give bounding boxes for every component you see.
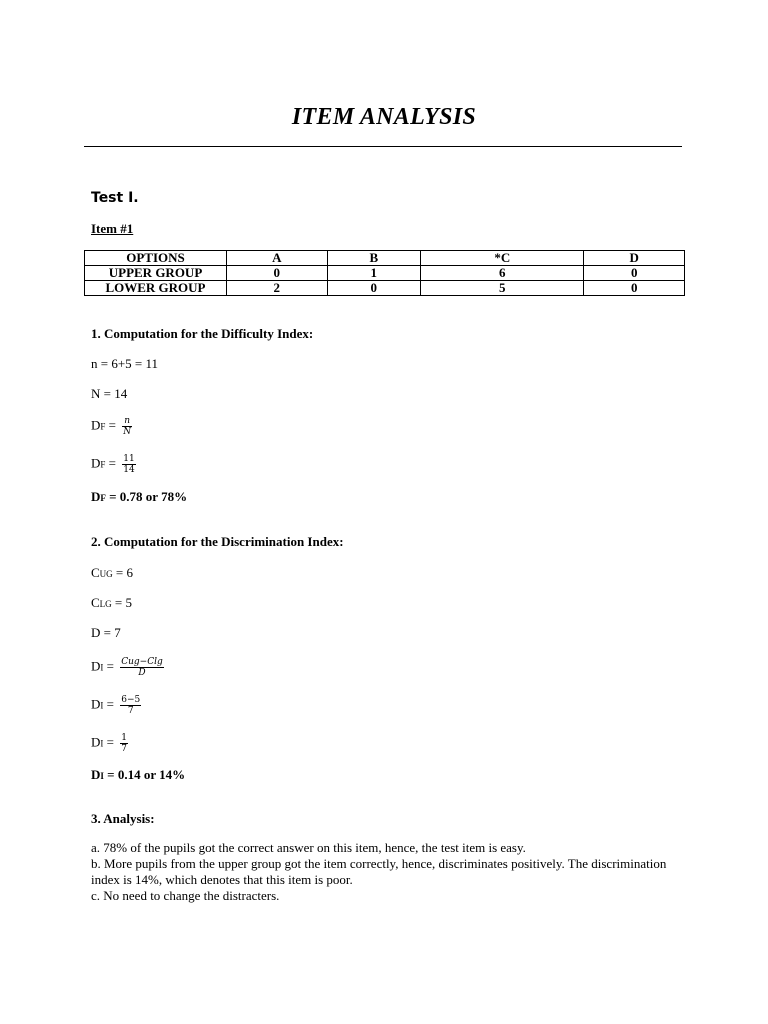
di-sub: I: [100, 700, 104, 711]
clg-value: = 5: [111, 595, 133, 610]
di-label: D: [91, 734, 101, 750]
di-result: [91, 767, 185, 784]
d-line: D = 7: [91, 625, 121, 640]
di-label: D: [91, 696, 101, 712]
df-formula: [91, 416, 132, 437]
analysis-body: [91, 840, 691, 904]
table-cell: 0: [584, 281, 685, 296]
di-label: D: [91, 658, 101, 674]
fraction: [122, 454, 135, 475]
equals: =: [103, 734, 114, 750]
equals: =: [105, 417, 116, 433]
table-row: [85, 281, 685, 296]
fraction: [120, 657, 164, 678]
numerator: 6−5: [121, 695, 141, 705]
table-cell: UPPER GROUP: [85, 266, 227, 281]
df-sub: F: [100, 493, 106, 503]
df-label: D: [91, 489, 101, 504]
document-title: ITEM ANALYSIS: [291, 104, 477, 130]
numerator: Cug−Clg: [121, 657, 163, 667]
table-header-row: [85, 251, 685, 266]
di-simplified: [91, 733, 128, 754]
fraction: [120, 695, 141, 716]
n-line: n = 6+5 = 11: [91, 356, 159, 371]
di-formula: [91, 657, 164, 678]
analysis-point-c: c. No need to change the distracters.: [91, 888, 280, 903]
numerator: 1: [121, 733, 127, 743]
difficulty-heading: 1. Computation for the Difficulty Index:: [91, 326, 314, 341]
table-cell: 0: [227, 266, 328, 281]
df-label: D: [91, 455, 101, 471]
di-sub: I: [100, 771, 104, 781]
cug-sub: UG: [99, 569, 113, 579]
equals: =: [105, 455, 116, 471]
df-sub: F: [100, 459, 106, 470]
title-divider: [84, 146, 682, 147]
N-line: N = 14: [91, 386, 128, 401]
denominator: 14: [123, 465, 135, 475]
denominator: D: [138, 668, 146, 678]
analysis-point-b: b. More pupils from the upper group got the item correctly, hence, discriminates positively. The discrimination index is 14%, which denotes that this item is poor.: [91, 856, 667, 887]
cug-value: = 6: [112, 565, 134, 580]
di-label: D: [91, 767, 101, 782]
denominator: 7: [127, 706, 134, 716]
table-cell: 0: [327, 281, 421, 296]
table-cell: 5: [421, 281, 584, 296]
table-cell: 2: [227, 281, 328, 296]
table-cell: 1: [327, 266, 421, 281]
table-header-cell: A: [227, 251, 328, 266]
df-label: D: [91, 417, 101, 433]
equals: =: [103, 696, 114, 712]
denominator: 7: [121, 744, 127, 754]
test-heading: Test I.: [91, 190, 139, 206]
item-heading: Item #1: [91, 221, 134, 236]
fraction: [122, 416, 132, 437]
numerator: 11: [123, 454, 135, 464]
df-sub: F: [100, 421, 106, 432]
table-header-cell: D: [584, 251, 685, 266]
table-row: [85, 266, 685, 281]
table-header-cell: OPTIONS: [85, 251, 227, 266]
denominator: N: [123, 427, 132, 437]
analysis-point-a: a. 78% of the pupils got the correct answer on this item, hence, the test item is easy.: [91, 840, 526, 855]
di-substituted: [91, 695, 141, 716]
discrimination-heading: 2. Computation for the Discrimination Index:: [91, 534, 344, 549]
c-label: C: [91, 595, 100, 610]
fraction: [120, 733, 128, 754]
table-cell: 0: [584, 266, 685, 281]
clg-sub: LG: [99, 599, 112, 609]
c-label: C: [91, 565, 100, 580]
table-header-cell: *C: [421, 251, 584, 266]
di-result-value: = 0.14 or 14%: [103, 767, 186, 782]
numerator: n: [122, 416, 132, 427]
df-result-value: = 0.78 or 78%: [105, 489, 188, 504]
cug-line: [91, 565, 133, 582]
di-sub: I: [100, 738, 104, 749]
df-substituted: [91, 454, 136, 475]
df-result: [91, 489, 187, 506]
di-sub: I: [100, 662, 104, 673]
analysis-heading: 3. Analysis:: [91, 811, 155, 826]
options-table: [84, 250, 685, 296]
table-header-cell: B: [327, 251, 421, 266]
clg-line: [91, 595, 132, 612]
equals: =: [103, 658, 114, 674]
table-cell: LOWER GROUP: [85, 281, 227, 296]
table-cell: 6: [421, 266, 584, 281]
